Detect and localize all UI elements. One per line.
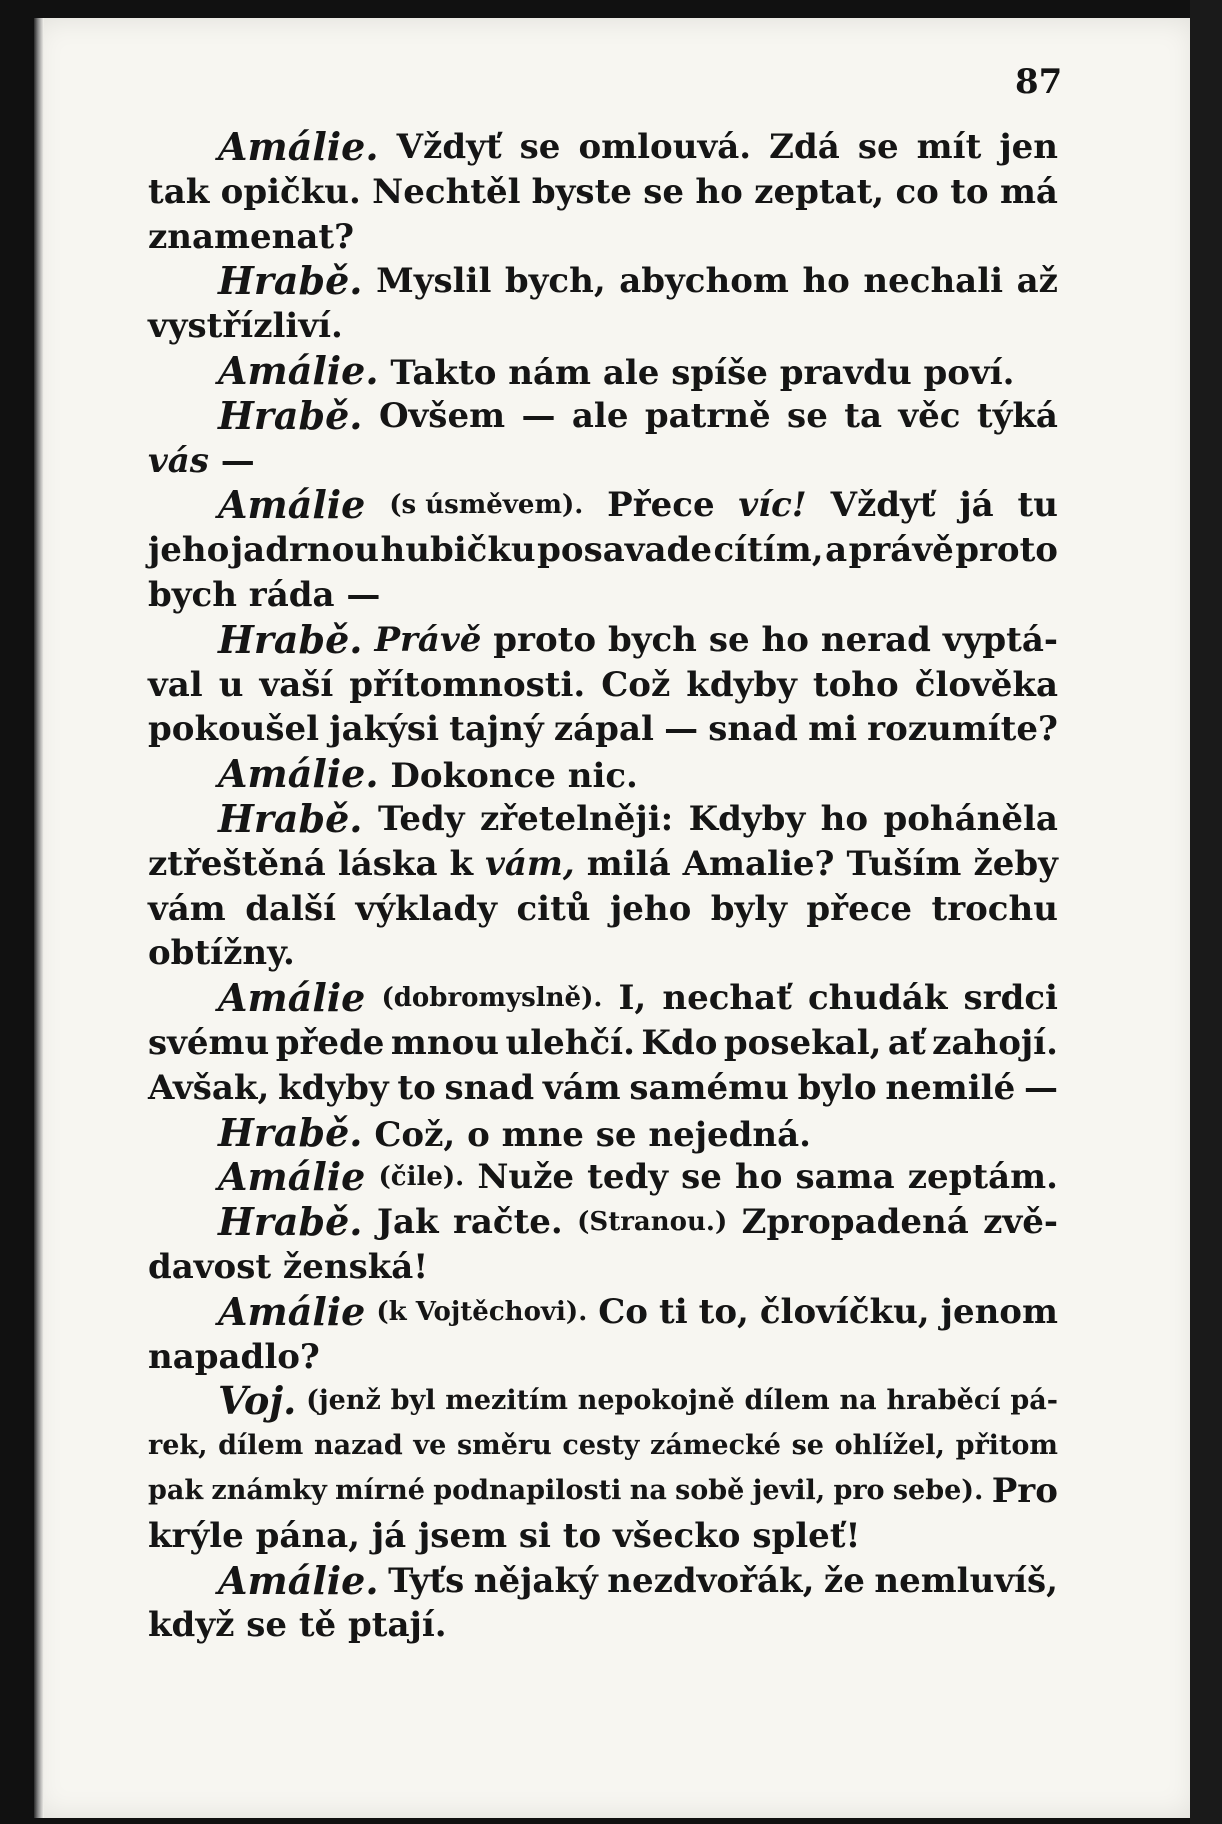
text-word: samému <box>629 1067 789 1108</box>
text-word: Zdá <box>769 127 840 167</box>
text-word: val <box>148 664 203 705</box>
text-line <box>148 1290 1058 1335</box>
text-word: ohlížel, <box>834 1430 945 1462</box>
text-word: já <box>959 485 994 526</box>
text-word: přece <box>806 888 913 929</box>
text-line <box>148 1021 1058 1066</box>
text-line <box>148 170 1058 215</box>
text-word: přitom <box>955 1430 1058 1462</box>
text-line <box>148 842 1058 887</box>
text-word: ho <box>695 171 743 212</box>
text-word: bych <box>607 619 697 660</box>
text-word: k <box>449 843 474 884</box>
text-word: se <box>519 127 561 167</box>
text-line <box>148 1335 1058 1380</box>
text-word: jeho <box>609 888 692 929</box>
text-word: znamenat? <box>148 216 355 257</box>
text-word: cítím, <box>713 530 824 571</box>
speaker-name: Hrabě. <box>218 1109 363 1155</box>
text-line <box>148 1200 1058 1245</box>
text-word: láska <box>337 843 438 884</box>
text-word: bylo <box>797 1067 877 1108</box>
text-word: vám, <box>485 843 575 884</box>
speaker-name: Amálie. <box>218 1557 379 1603</box>
text-word: tu <box>1017 485 1058 526</box>
text-word: tajný <box>449 709 544 750</box>
text-word: cesty <box>562 1430 640 1462</box>
text-word: se <box>857 127 899 167</box>
text-word: trochu <box>931 888 1058 929</box>
speaker-name: Hrabě. <box>218 258 363 304</box>
text-word: na <box>629 1474 667 1506</box>
text-word: jevil, <box>752 1474 826 1506</box>
text-word: hubičku <box>380 530 536 571</box>
text-line <box>148 573 1058 618</box>
text-word: se <box>791 1430 824 1462</box>
stage-direction: (dobromyslně). <box>381 983 603 1014</box>
speaker-name: Amálie <box>218 975 366 1021</box>
text-word: — <box>208 440 255 481</box>
text-word: u <box>218 664 244 705</box>
text-word: má <box>999 171 1058 212</box>
text-word: ti <box>659 1291 688 1332</box>
text-word: nechali <box>863 261 1004 302</box>
text-word: ta <box>844 395 882 436</box>
text-word: pá- <box>1010 1385 1058 1417</box>
text-word: nezdvořák, <box>607 1560 815 1601</box>
text-word: — <box>521 395 556 436</box>
text-word: na <box>839 1385 877 1417</box>
text-word: Tedy <box>377 798 465 839</box>
text-word: vyptá- <box>942 619 1058 660</box>
text-word: přítomnosti. <box>349 664 586 705</box>
text-word: jenom <box>940 1291 1058 1332</box>
text-word: Pro <box>991 1470 1058 1511</box>
text-word: to <box>950 171 989 212</box>
text-word: svému <box>148 1022 270 1063</box>
text-word: se <box>681 1157 722 1198</box>
text-word: ho <box>820 798 869 839</box>
text-word: byl <box>390 1385 436 1417</box>
text-word: patrně <box>644 395 771 436</box>
text-word: Vždyť <box>396 127 502 167</box>
text-word: a <box>825 530 848 571</box>
text-line <box>148 1424 1058 1469</box>
text-word: jen <box>999 127 1058 167</box>
text-word: nazad <box>313 1430 403 1462</box>
text-word: kdyby <box>278 1067 389 1108</box>
text-word: věc <box>898 395 961 436</box>
text-line <box>148 215 1058 260</box>
text-line <box>148 797 1058 842</box>
text-word: Avšak, <box>148 1067 270 1108</box>
text-word: pak <box>148 1474 204 1506</box>
text-line <box>148 304 1058 349</box>
text-word: chudák <box>807 978 948 1019</box>
text-word: Tyťs <box>388 1560 465 1601</box>
text-word: Amalie? <box>682 843 835 884</box>
text-word: byste <box>531 171 632 212</box>
text-word: se <box>643 171 685 212</box>
text-word: známky <box>211 1474 327 1506</box>
text-word: proto <box>955 530 1058 571</box>
text-word: zeptám. <box>907 1157 1058 1198</box>
text-word: další <box>245 888 336 929</box>
text-word: Ovšem <box>378 395 506 436</box>
text-word: kdyby <box>686 664 797 705</box>
page-number: 87 <box>1015 62 1063 102</box>
text-word: — <box>664 709 699 750</box>
speaker-name: Amálie. <box>218 124 379 169</box>
text-word: že <box>823 1560 865 1601</box>
text-word: co <box>895 171 939 212</box>
text-word: pro <box>833 1474 885 1506</box>
text-word: človíčku, <box>759 1291 930 1332</box>
text-line <box>148 125 1058 170</box>
text-word: obtížny. <box>148 933 295 974</box>
text-line <box>148 663 1058 708</box>
text-word: srdci <box>963 978 1058 1019</box>
text-line <box>148 707 1058 752</box>
text-word: nerad <box>820 619 931 660</box>
stage-direction: (Stranou.) <box>577 1207 728 1238</box>
text-line <box>148 528 1058 573</box>
speaker-name: Hrabě. <box>218 616 363 662</box>
stage-direction: (čile). <box>378 1162 465 1193</box>
text-line <box>148 1514 1058 1559</box>
speaker-name: Hrabě. <box>218 1199 363 1245</box>
text-word: I, <box>618 978 647 1019</box>
text-word: omlouvá. <box>578 127 752 167</box>
text-word: hraběcí <box>886 1385 1001 1417</box>
text-word: Myslil <box>376 261 492 302</box>
text-word: týká <box>976 395 1058 436</box>
text-word: ztřeštěná <box>148 843 326 884</box>
text-word: zvě- <box>983 1202 1058 1243</box>
text-word: Což, o mne se nejedná. <box>362 1114 812 1155</box>
text-line <box>148 1379 1058 1424</box>
text-word: víc! <box>738 485 807 526</box>
text-word: Takto nám ale spíše pravdu poví. <box>378 352 1015 393</box>
text-word: mnou <box>390 1022 499 1063</box>
text-word: račte. <box>452 1202 563 1243</box>
text-word: ve <box>413 1430 447 1462</box>
text-word: byly <box>710 888 787 929</box>
text-word: davost ženská! <box>148 1246 429 1287</box>
text-word: mezitím <box>445 1385 568 1417</box>
speaker-name: Amálie. <box>218 347 379 393</box>
stage-direction: (k Vojtěchovi). <box>376 1296 588 1327</box>
text-line <box>148 887 1058 932</box>
speaker-name: Amálie <box>218 1288 366 1334</box>
text-word: tedy <box>587 1157 669 1198</box>
text-word: — <box>1023 1067 1058 1108</box>
text-word: sobě <box>675 1474 745 1506</box>
text-word: napadlo? <box>148 1336 320 1377</box>
text-word: když se tě ptají. <box>148 1605 447 1646</box>
text-word: nepokojně <box>577 1385 735 1417</box>
text-word: to <box>397 1067 436 1108</box>
text-word: ho <box>802 261 850 302</box>
speaker-name: Hrabě. <box>218 392 363 438</box>
text-word: mi <box>808 709 857 750</box>
text-word: se <box>787 395 828 436</box>
text-word: Zpropadená <box>741 1202 969 1243</box>
speaker-name: Voj. <box>218 1378 297 1424</box>
text-word: Přece <box>607 485 715 526</box>
text-word: vystřízliví. <box>148 306 343 347</box>
text-word: (jenž <box>306 1385 381 1417</box>
text-line <box>148 394 1058 439</box>
text-word: to, <box>698 1291 749 1332</box>
scan-right-edge <box>1190 0 1222 1824</box>
text-word: ulehčí. <box>505 1022 635 1063</box>
text-word: citů <box>516 888 591 929</box>
text-word: milá <box>586 843 671 884</box>
text-line <box>148 931 1058 976</box>
text-word: sebe). <box>892 1474 984 1506</box>
text-word: právě <box>848 530 954 571</box>
text-word: posekal, <box>723 1022 882 1063</box>
text-word: jeho <box>148 530 230 571</box>
text-word: Dokonce nic. <box>378 756 638 797</box>
text-word: mírné <box>335 1474 425 1506</box>
text-word: Právě <box>374 619 482 660</box>
stage-direction: (s úsměvem). <box>389 490 584 521</box>
text-word: sama <box>795 1157 895 1198</box>
text-word: zápal <box>553 709 654 750</box>
text-word: Kdyby <box>688 798 806 839</box>
text-word: zřetelněji: <box>479 798 674 839</box>
text-word: Co <box>598 1291 648 1332</box>
text-word: Jak <box>376 1202 439 1243</box>
speaker-name: Amálie <box>218 1154 366 1200</box>
text-word: pokoušel <box>148 709 320 750</box>
speaker-name: Amálie <box>218 482 366 528</box>
text-word: Nuže <box>477 1157 575 1198</box>
text-word: se <box>708 619 750 660</box>
text-word: dílem <box>218 1430 304 1462</box>
text-word: proto <box>493 619 597 660</box>
text-line <box>148 976 1058 1021</box>
text-word: bych ráda — <box>148 574 381 615</box>
text-word: nechať <box>662 978 792 1019</box>
text-word: vaší <box>259 664 334 705</box>
text-line <box>148 1469 1058 1514</box>
text-word: přede <box>275 1022 385 1063</box>
text-word: vám <box>148 888 226 929</box>
text-word: až <box>1016 261 1058 302</box>
text-line <box>148 618 1058 663</box>
text-line <box>148 1066 1058 1111</box>
text-word: rozumíte? <box>867 709 1058 750</box>
text-line <box>148 483 1058 528</box>
text-line <box>148 439 1058 484</box>
text-line <box>148 259 1058 304</box>
text-word: člověka <box>914 664 1058 705</box>
text-line <box>148 1245 1058 1290</box>
text-line <box>148 1603 1058 1648</box>
text-word: dílem <box>744 1385 830 1417</box>
text-word: opičku. <box>220 171 361 212</box>
text-line <box>148 1155 1058 1200</box>
text-word: Kdo <box>641 1022 718 1063</box>
text-word: vám <box>542 1067 621 1108</box>
text-word: ho <box>734 1157 783 1198</box>
text-word: Vždyť <box>830 485 936 526</box>
text-line <box>148 1111 1058 1156</box>
text-word: směru <box>456 1430 552 1462</box>
text-word: mít <box>916 127 982 167</box>
text-word: tak <box>148 171 210 212</box>
text-word: Což <box>601 664 671 705</box>
text-word: abychom <box>619 261 789 302</box>
text-word: nemluvíš, <box>874 1560 1058 1601</box>
text-word: posavade <box>537 530 712 571</box>
text-line <box>148 752 1058 797</box>
text-word: výklady <box>355 888 497 929</box>
speaker-name: Hrabě. <box>218 795 363 841</box>
page-gutter-shadow <box>34 18 44 1818</box>
text-word: Tuším <box>846 843 962 884</box>
text-word: snad <box>444 1067 535 1108</box>
text-word: vás <box>148 440 209 481</box>
text-word: zámecké <box>650 1430 781 1462</box>
text-word: toho <box>812 664 899 705</box>
page-text <box>148 125 1058 1648</box>
speaker-name: Amálie. <box>218 751 379 797</box>
text-word: zahojí. <box>932 1022 1058 1063</box>
text-word: krýle pána, já jsem si to všecko spleť! <box>148 1515 861 1556</box>
text-word: rek, <box>148 1430 208 1462</box>
text-word: žeby <box>973 843 1058 884</box>
text-word: poháněla <box>883 798 1058 839</box>
text-word: snad <box>708 709 798 750</box>
text-word: bych, <box>504 261 606 302</box>
text-word: podnapilosti <box>433 1474 622 1506</box>
text-word: nějaký <box>473 1560 598 1601</box>
text-word: jakýsi <box>329 709 439 750</box>
text-line <box>148 349 1058 394</box>
text-word: nemilé <box>885 1067 1016 1108</box>
text-word: jadrnou <box>230 530 379 571</box>
text-word: ale <box>571 395 629 436</box>
text-line <box>148 1559 1058 1604</box>
text-word: zeptat, <box>754 171 885 212</box>
text-word: ať <box>887 1022 926 1063</box>
text-word: ho <box>761 619 809 660</box>
text-word: Nechtěl <box>372 171 521 212</box>
